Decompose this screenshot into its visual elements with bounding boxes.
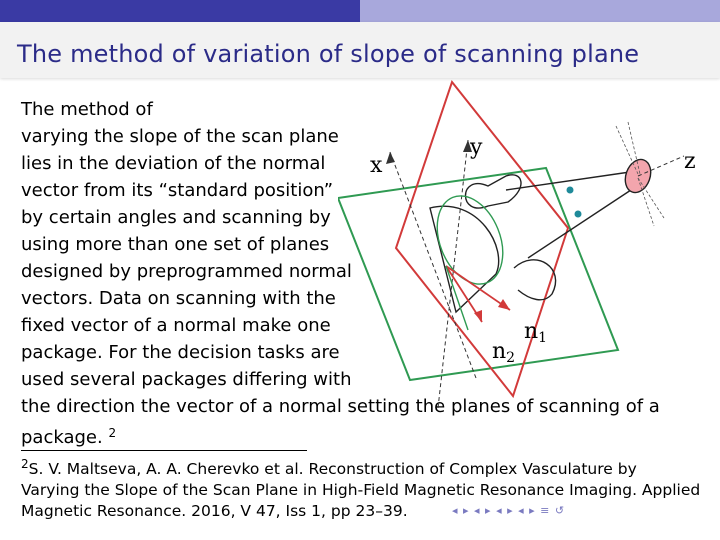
marker-dot bbox=[575, 211, 582, 218]
footnote bbox=[21, 454, 711, 522]
y-axis bbox=[438, 140, 468, 408]
label-n2-base: n bbox=[492, 339, 507, 364]
body-line: The method of bbox=[21, 99, 153, 120]
label-n1 bbox=[524, 319, 547, 346]
body-line: by certain angles and scanning by bbox=[21, 207, 331, 228]
normal-n1-arrow bbox=[498, 299, 510, 310]
red-scan-plane bbox=[396, 82, 568, 396]
body-line: designed by preprogrammed normal bbox=[21, 261, 352, 282]
footnote-text: S. V. Maltseva, A. A. Cherevko et al. Reconstruction of Complex Vasculature by bbox=[28, 460, 637, 478]
x-axis-arrow bbox=[386, 152, 395, 164]
label-n1-base: n bbox=[524, 319, 539, 344]
progress-done bbox=[0, 0, 360, 22]
body-line: package. For the decision tasks are bbox=[21, 342, 340, 363]
progress-rest bbox=[360, 0, 720, 22]
footnote-mark: 2 bbox=[21, 457, 29, 471]
scan-plane-diagram bbox=[338, 78, 710, 408]
footnote-line: Magnetic Resonance. 2016, V 47, Iss 1, pp 23–39. bbox=[21, 502, 408, 520]
footnote-rule bbox=[21, 450, 307, 451]
ray bbox=[638, 178, 664, 218]
axis-label-y: y bbox=[470, 135, 483, 160]
beamer-nav-controls[interactable]: ◂ ▸ ◂ ▸ ◂ ▸ ◂ ▸ ≡ ↺ bbox=[452, 504, 566, 517]
body-line: package. bbox=[21, 427, 103, 448]
body-line: the direction the vector of a normal setting the planes of scanning of a bbox=[21, 396, 660, 417]
axis-label-x: x bbox=[370, 153, 383, 178]
body-line: vectors. Data on scanning with the bbox=[21, 288, 336, 309]
progress-bar bbox=[0, 0, 720, 22]
footnote-line: Varying the Slope of the Scan Plane in High-Field Magnetic Resonance Imaging. Applied bbox=[21, 481, 701, 499]
footnote-line bbox=[21, 454, 711, 480]
label-n2 bbox=[492, 339, 515, 366]
body-line: varying the slope of the scan plane bbox=[21, 126, 339, 147]
footnote-ref[interactable]: 2 bbox=[108, 426, 117, 440]
body-text bbox=[21, 96, 351, 393]
vessel-loop-lower bbox=[514, 260, 556, 300]
body-line: vector from its “standard position” bbox=[21, 180, 334, 201]
body-line: used several packages differing with bbox=[21, 369, 352, 390]
x-axis bbox=[390, 152, 476, 378]
slide-title: The method of variation of slope of scanning plane bbox=[17, 40, 640, 68]
axis-label-z: z bbox=[684, 149, 696, 174]
label-n1-sub: 1 bbox=[538, 330, 548, 346]
body-line: using more than one set of planes bbox=[21, 234, 330, 255]
body-line: lies in the deviation of the normal bbox=[21, 153, 326, 174]
normal-n2-green bbox=[446, 266, 468, 330]
vessel-loop-upper bbox=[466, 175, 521, 208]
body-line: fixed vector of a normal make one bbox=[21, 315, 331, 336]
label-n2-sub: 2 bbox=[506, 350, 516, 366]
marker-dot bbox=[567, 187, 574, 194]
